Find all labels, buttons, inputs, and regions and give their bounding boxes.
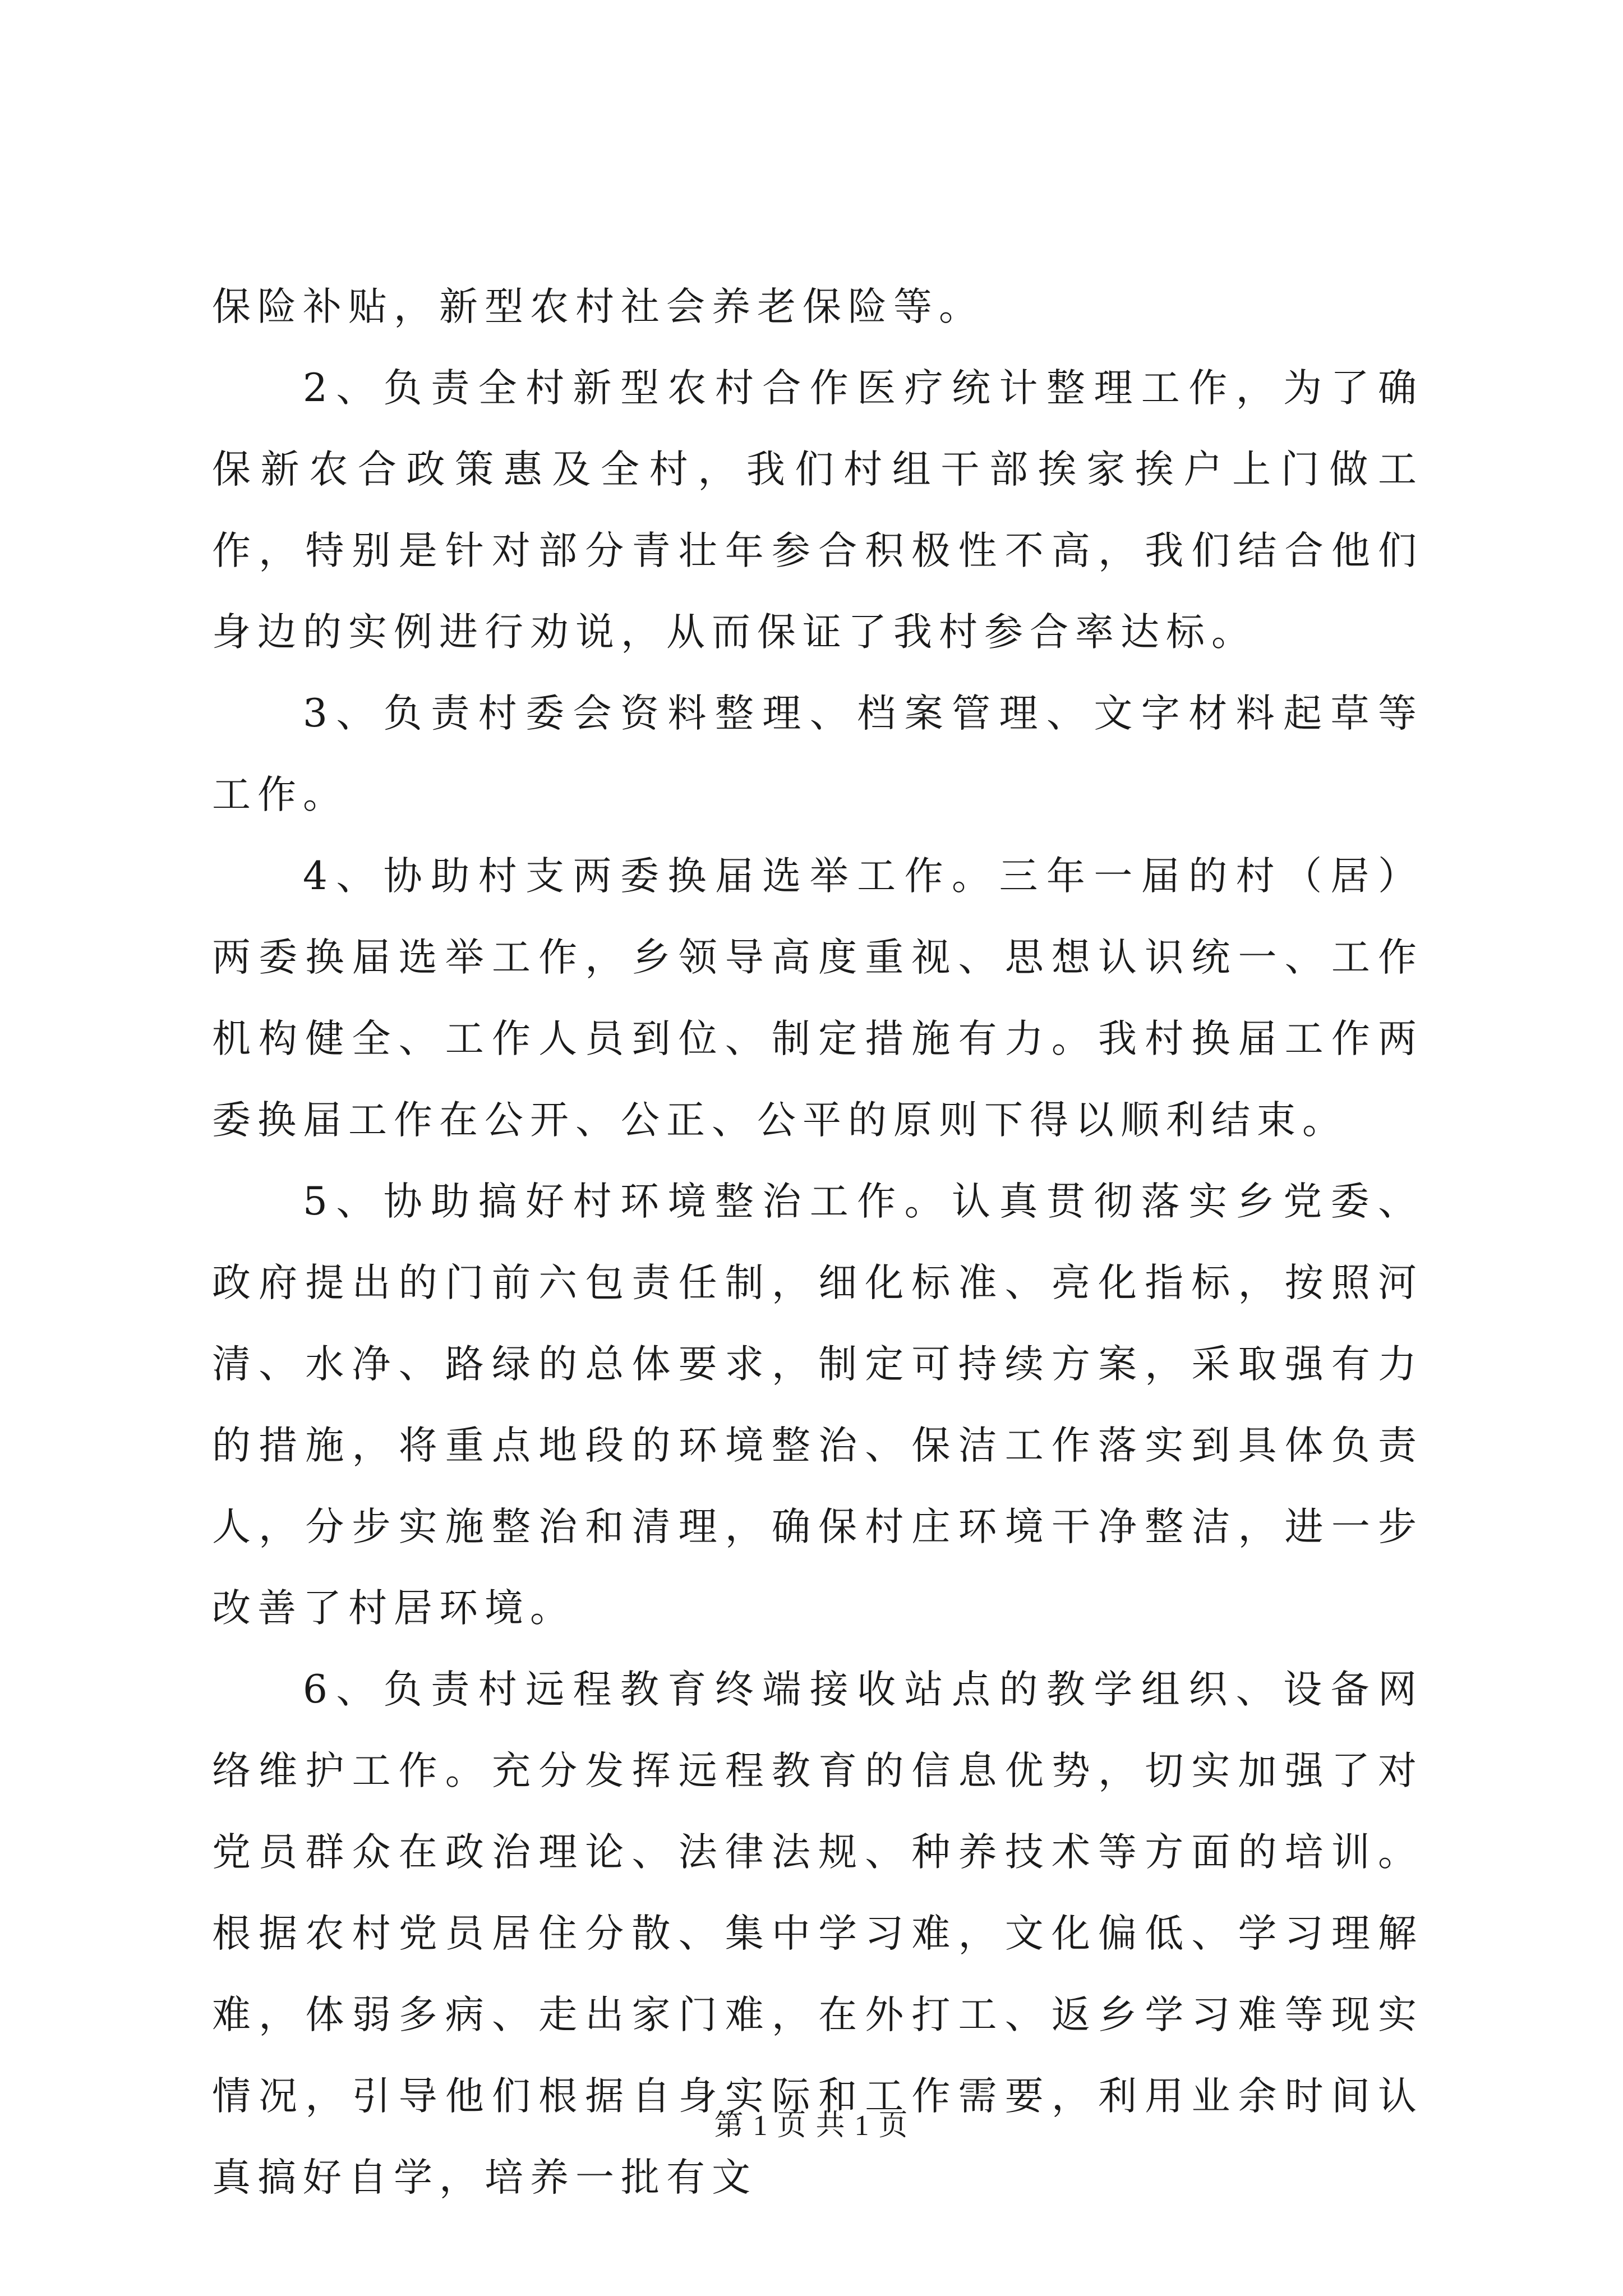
- paragraph-item-4: 4、协助村支两委换届选举工作。三年一届的村（居）两委换届选举工作，乡领导高度重视、思想认识统一、工作机构健全、工作人员到位、制定措施有力。我村换届工作两委换届工作在公开、公正、公平的原则下得以顺利结束。: [212, 854, 1423, 1143]
- paragraph-continuation: 保险补贴，新型农村社会养老保险等。: [212, 284, 984, 329]
- paragraph-item-3: 3、负责村委会资料整理、档案管理、文字材料起草等工作。: [212, 691, 1423, 817]
- paragraph-item-6: 6、负责村远程教育终端接收站点的教学组织、设备网络维护工作。充分发挥远程教育的信息优势，切实加强了对党员群众在政治理论、法律法规、种养技术等方面的培训。根据农村党员居住分散、集中学习难，文化偏低、学习理解难，体弱多病、走出家门难，在外打工、返乡学习难等现实情况，引导他们根据自身实际和工作需要，利用业余时间认真搞好自学，培养一批有文: [212, 1667, 1423, 2200]
- paragraph-item-5: 5、协助搞好村环境整治工作。认真贯彻落实乡党委、政府提出的门前六包责任制，细化标准、亮化指标，按照河清、水净、路绿的总体要求，制定可持续方案，采取强有力的措施，将重点地段的环境整治、保洁工作落实到具体负责人，分步实施整治和清理，确保村庄环境干净整洁，进一步改善了村居环境。: [212, 1179, 1423, 1631]
- document-body: [212, 266, 1423, 2219]
- page-number-footer: 第 1 页 共 1 页: [714, 2110, 909, 2142]
- paragraph-item-2: 2、负责全村新型农村合作医疗统计整理工作，为了确保新农合政策惠及全村，我们村组干部挨家挨户上门做工作，特别是针对部分青壮年参合积极性不高，我们结合他们身边的实例进行劝说，从而保证了我村参合率达标。: [212, 366, 1423, 655]
